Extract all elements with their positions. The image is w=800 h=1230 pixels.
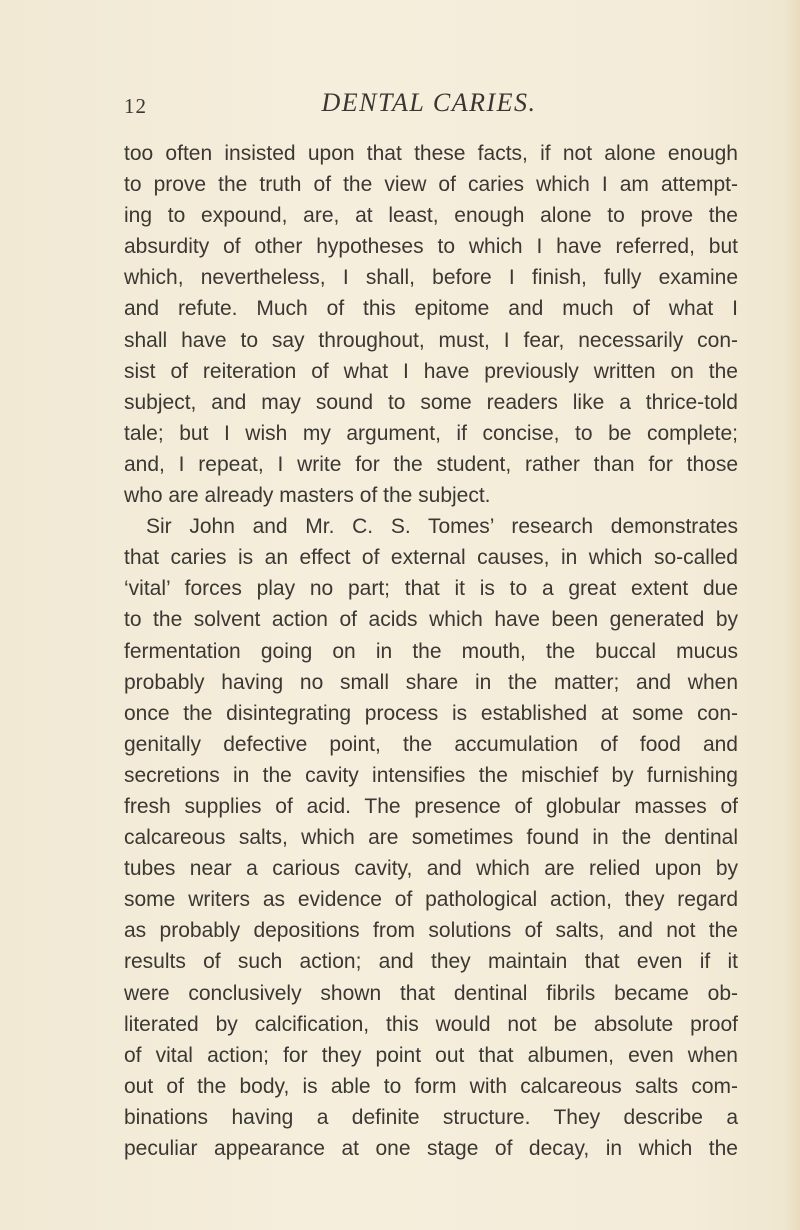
text-line: shall have to say throughout, must, I fear, necessarily con-: [124, 328, 738, 352]
text-line: some writers as evidence of pathological action, they regard: [124, 888, 738, 912]
text-line: absurdity of other hypotheses to which I have referred, but: [124, 235, 738, 259]
paragraph-end-line: who are already masters of the subject.: [124, 484, 491, 508]
text-line: calcareous salts, which are sometimes found in the dentinal: [124, 826, 738, 850]
text-line: results of such action; and they maintain that even if it: [124, 950, 738, 974]
text-line: which, nevertheless, I shall, before I finish, fully examine: [124, 266, 738, 290]
text-line: fermentation going on in the mouth, the buccal mucus: [124, 639, 738, 663]
page-edge-shadow: [784, 0, 800, 1230]
body-text: [124, 138, 738, 1164]
text-line: and, I repeat, I write for the student, rather than for those: [124, 452, 738, 476]
text-line: of vital action; for they point out that albumen, even when: [124, 1043, 738, 1067]
text-line: subject, and may sound to some readers like a thrice-told: [124, 390, 738, 414]
text-line: genitally defective point, the accumulation of food and: [124, 732, 738, 756]
text-line: and refute. Much of this epitome and much of what I: [124, 297, 738, 321]
text-line: to prove the truth of the view of caries which I am attempt-: [124, 173, 738, 197]
text-line: were conclusively shown that dentinal fibrils became ob-: [124, 981, 738, 1005]
text-line: sist of reiteration of what I have previously written on the: [124, 359, 738, 383]
text-line: to the solvent action of acids which have been generated by: [124, 608, 738, 632]
text-line: tubes near a carious cavity, and which are relied upon by: [124, 857, 738, 881]
text-line: tale; but I wish my argument, if concise, to be complete;: [124, 421, 738, 445]
text-line: fresh supplies of acid. The presence of globular masses of: [124, 794, 738, 818]
text-line: out of the body, is able to form with calcareous salts com-: [124, 1074, 738, 1098]
text-line: ing to expound, are, at least, enough alone to prove the: [124, 204, 738, 228]
text-line: probably having no small share in the matter; and when: [124, 670, 738, 694]
page-header: [124, 88, 734, 124]
paragraph-start-line: Sir John and Mr. C. S. Tomes’ research demonstrates: [146, 515, 738, 539]
text-line: binations having a definite structure. They describe a: [124, 1105, 738, 1129]
running-title: DENTAL CARIES.: [321, 88, 537, 117]
text-line: secretions in the cavity intensifies the mischief by furnishing: [124, 763, 738, 787]
text-line: once the disintegrating process is established at some con-: [124, 701, 738, 725]
text-line: as probably depositions from solutions of salts, and not the: [124, 919, 738, 943]
text-line: ‘vital’ forces play no part; that it is to a great extent due: [124, 577, 738, 601]
text-line: literated by calcification, this would not be absolute proof: [124, 1012, 738, 1036]
text-line: that caries is an effect of external causes, in which so-called: [124, 546, 738, 570]
text-line: too often insisted upon that these facts, if not alone enough: [124, 142, 738, 165]
text-line: peculiar appearance at one stage of decay, in which the: [124, 1137, 738, 1160]
page-number: 12: [124, 94, 147, 118]
